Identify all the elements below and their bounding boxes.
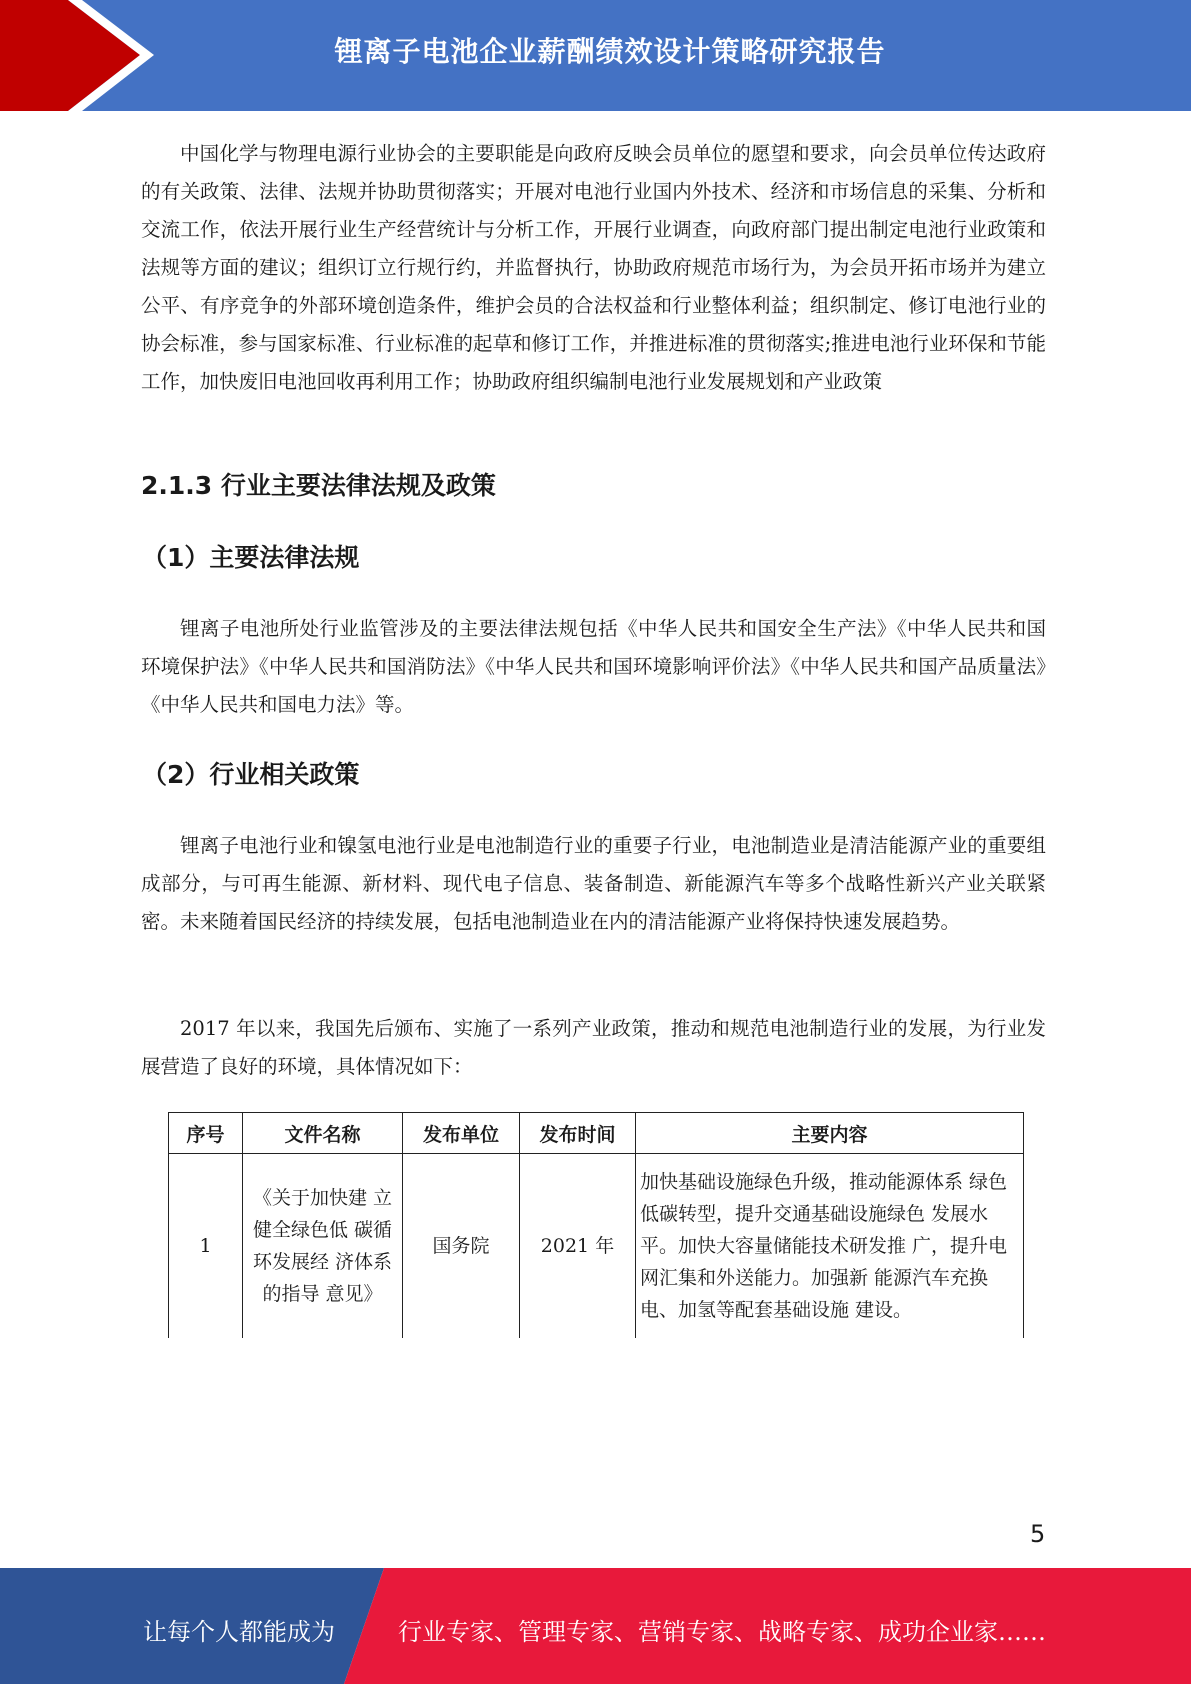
- laws-paragraph: 锂离子电池所处行业监管涉及的主要法律法规包括《中华人民共和国安全生产法》《中华人民共和国环境保护法》《中华人民共和国消防法》《中华人民共和国环境影响评价法》《中华人民共和国产品质量法》《中华人民共和国电力法》等。: [141, 617, 1046, 716]
- header-document-name: 文件名称: [243, 1113, 403, 1154]
- footer-slogan-left: 让每个人都能成为: [143, 1618, 335, 1646]
- header-publish-date: 发布时间: [520, 1113, 636, 1154]
- policy-table: [168, 1112, 1024, 1338]
- cell-publish-date: 2021 年: [520, 1154, 636, 1339]
- header-main-content: 主要内容: [636, 1113, 1024, 1154]
- page-footer: [0, 1568, 1191, 1684]
- policies-paragraph-1: 锂离子电池行业和镍氢电池行业是电池制造行业的重要子行业，电池制造业是清洁能源产业的重要组成部分，与可再生能源、新材料、现代电子信息、装备制造、新能源汽车等多个战略性新兴产业关联紧密。未来随着国民经济的持续发展，包括电池制造业在内的清洁能源产业将保持快速发展趋势。: [141, 834, 1046, 933]
- page-number: 5: [1030, 1520, 1046, 1548]
- subsection-heading-policies: （2）行业相关政策: [142, 760, 360, 789]
- table-row: [169, 1154, 1024, 1339]
- policies-paragraph-2: 2017 年以来，我国先后颁布、实施了一系列产业政策，推动和规范电池制造行业的发展，为行业发展营造了良好的环境，具体情况如下：: [141, 1017, 1046, 1078]
- table-header-row: [169, 1113, 1024, 1154]
- header-publisher: 发布单位: [403, 1113, 520, 1154]
- intro-paragraph: 中国化学与物理电源行业协会的主要职能是向政府反映会员单位的愿望和要求，向会员单位传达政府的有关政策、法律、法规并协助贯彻落实；开展对电池行业国内外技术、经济和市场信息的采集、分析和交流工作，依法开展行业生产经营统计与分析工作，开展行业调查，向政府部门提出制定电池行业政策和法规等方面的建议；组织订立行规行约，并监督执行，协助政府规范市场行为，为会员开拓市场并为建立公平、有序竞争的外部环境创造条件，维护会员的合法权益和行业整体利益；组织制定、修订电池行业的协会标准，参与国家标准、行业标准的起草和修订工作，并推进标准的贯彻落实;推进电池行业环保和节能工作，加快废旧电池回收再利用工作；协助政府组织编制电池行业发展规划和产业政策: [141, 142, 1046, 393]
- cell-index: 1: [169, 1154, 243, 1339]
- page-header: [0, 0, 1191, 111]
- cell-document-name: 《关于加快建 立健全绿色低 碳循环发展经 济体系的指导 意见》: [243, 1154, 403, 1339]
- header-title: 锂离子电池企业薪酬绩效设计策略研究报告: [334, 35, 886, 68]
- header-index: 序号: [169, 1113, 243, 1154]
- cell-publisher: 国务院: [403, 1154, 520, 1339]
- cell-main-content: 加快基础设施绿色升级，推动能源体系 绿色低碳转型，提升交通基础设施绿色 发展水平。加快大容量储能技术研发推 广，提升电网汇集和外送能力。加强新 能源汽车充换电、加氢等配套基础设施 建设。: [636, 1154, 1024, 1339]
- section-heading: 2.1.3 行业主要法律法规及政策: [141, 471, 496, 500]
- footer-slogan-right: 行业专家、管理专家、营销专家、战略专家、成功企业家……: [398, 1618, 1046, 1646]
- subsection-heading-laws: （1）主要法律法规: [142, 543, 360, 572]
